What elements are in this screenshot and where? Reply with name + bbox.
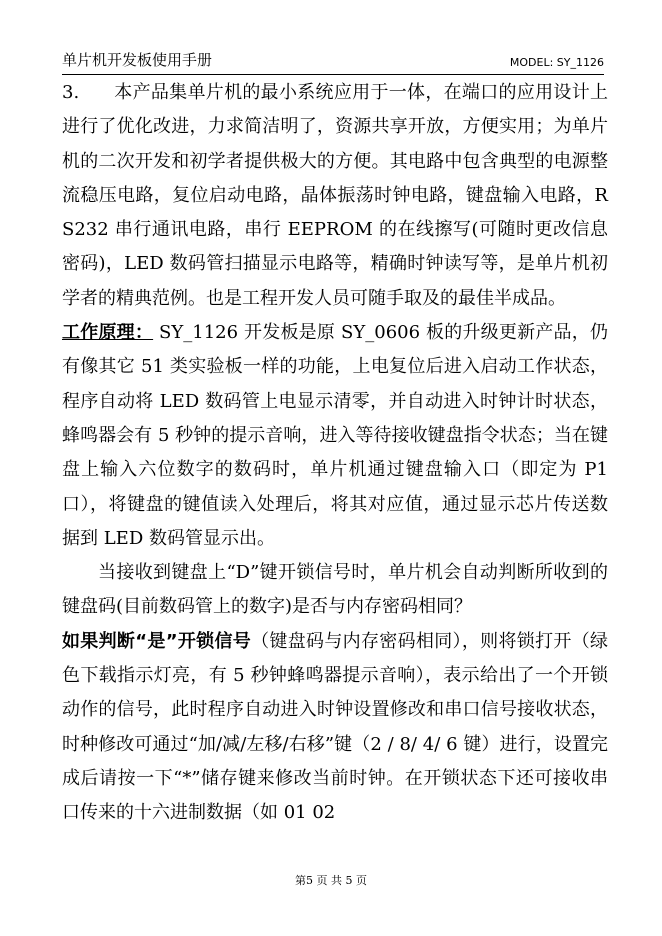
page-header xyxy=(62,52,604,75)
section-3-text: 本产品集单片机的最小系统应用于一体，在端口的应用设计上进行了优化改进，力求简洁明了，资源共享开放，方便实用；为单片机的二次开发和初学者提供极大的方便。其电路中包含典型的电源整流稳压电路，复位启动电路，晶体振荡时钟电路，键盘输入电路，RS232 串行通讯电路，串行 EEPROM 的在线擦写(可随时更改信息密码)，LED 数码管扫描显示电路等，精确时钟读写等，是单片机初学者的精典范例。也是工程开发人员可随手取及的最佳半成品。 xyxy=(62,82,608,309)
unlock-text-1: 当接收到键盘上“D”键开锁信号时，单片机会自动判断所收到的键盘码(目前数码管上的数字)是否与内存密码相同？ xyxy=(62,562,608,618)
section-3-paragraph xyxy=(62,76,608,316)
section-number: 3. xyxy=(62,82,80,103)
unlock-paragraph-1 xyxy=(62,556,608,625)
document-body xyxy=(62,76,608,831)
unlock-paragraph-2 xyxy=(62,625,608,831)
manual-title: 单片机开发板使用手册 xyxy=(62,51,213,69)
unlock-text-2: （键盘码与内存密码相同），则将锁打开（绿色下载指示灯亮，有 5 秒钟蜂鸣器提示音响），表示给出了一个开锁动作的信号，此时程序自动进入时钟设置修改和串口信号接收状态，时种修改可通过“加/减/左移/右移”键（2 / 8/ 4/ 6 键）进行，设置完成后请按一下“*”储存键来修改当前时钟。在开锁状态下还可接收串口传来的十六进制数据（如 01 02 xyxy=(62,630,608,824)
page-footer: 第5 页 共 5 页 xyxy=(295,874,367,887)
principle-text: SY_1126 开发板是原 SY_0606 板的升级更新产品，仍有像其它 51 类实验板一样的功能，上电复位后进入启动工作状态，程序自动将 LED 数码管上电显示清零，并自动进入时钟计时状态，蜂鸣器会有 5 秒钟的提示音响，进入等待接收键盘指令状态；当在键盘上输入六位数字的数码时，单片机通过键盘输入口（即定为 P1 口），将键盘的键值读入处理后，将其对应值，通过显示芯片传送数据到 LED 数码管显示出。 xyxy=(62,322,609,549)
unlock-bold: 如果判断“是”开锁信号 xyxy=(62,630,252,652)
model-label: MODEL: SY_1126 xyxy=(509,56,604,69)
principle-paragraph xyxy=(62,316,608,556)
principle-label: 工作原理： xyxy=(62,322,154,344)
